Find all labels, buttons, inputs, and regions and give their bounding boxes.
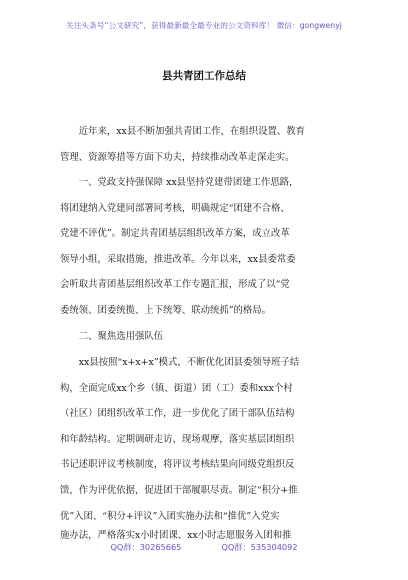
text-line: （社区）团组织改革工作，进一步优化了团干部队伍结构: [60, 408, 295, 420]
text-line: 二、聚焦选用强队伍: [60, 331, 164, 342]
text-line: 近年来，xx县不断加强共青团工作，在组织设置、教育: [60, 126, 305, 137]
paragraph-section-two: [60, 350, 350, 529]
text-line: 委统领、团委统揽、上下统筹、联动统抓”的格局。: [60, 304, 272, 316]
text-line: 施办法，严格落实x小时团课、xx小时志愿服务入团和推: [60, 530, 292, 541]
text-line: 管理、资源筹措等方面下功夫，持续推动改革走深走实。: [60, 151, 295, 163]
text-line: 将团建纳入党建同部署同考核，明确规定“团建不合格、: [60, 202, 290, 214]
text-line: 会听取共青团基层组织改革工作专题汇报，形成了以“党: [60, 279, 290, 291]
text-line: xx县按照“x+x+x”模式，不断优化团县委领导班子结: [60, 357, 300, 368]
footer-contacts: [0, 542, 408, 553]
section-heading-two: [60, 324, 350, 350]
text-line: 党建不评优”。制定共青团基层组织改革方案，成立改革: [60, 228, 290, 240]
text-line: 领导小组，采取措施，推进改革。今年以来，xx县委常委: [60, 253, 296, 265]
qq-group-2: QQ群：535304092: [221, 542, 298, 552]
paragraph-section-one: [60, 170, 350, 324]
text-line: 构，全面完成xx个乡（镇、街道）团（工）委和xxx个村: [60, 382, 293, 394]
paragraph-section-two-tail: [60, 529, 350, 542]
qq-group-1: QQ群：30265665: [110, 542, 182, 552]
text-line: 优”入团、“积分+评议”入团实施办法和“推优”入党实: [60, 510, 280, 522]
text-line: 馈，作为评优依据，促进团干部履职尽责。制定“积分+推: [60, 484, 298, 496]
document-title: 县共青团工作总结: [162, 70, 246, 82]
text-line: 一、党政支持强保障 xx县坚持党建带团建工作思路，: [60, 177, 299, 188]
text-line: 和年龄结构。定期调研走访、现场观摩，落实基层团组织: [60, 433, 295, 445]
text-line: 书记述职评议考核制度，将评议考核结果向同级党组织反: [60, 459, 295, 471]
header-promo-note: 关注头条号“公文研究”，获得最新最全最专业的公文资料库！ 微信：gongwenyj: [66, 21, 342, 30]
paragraph-intro: [60, 119, 350, 170]
